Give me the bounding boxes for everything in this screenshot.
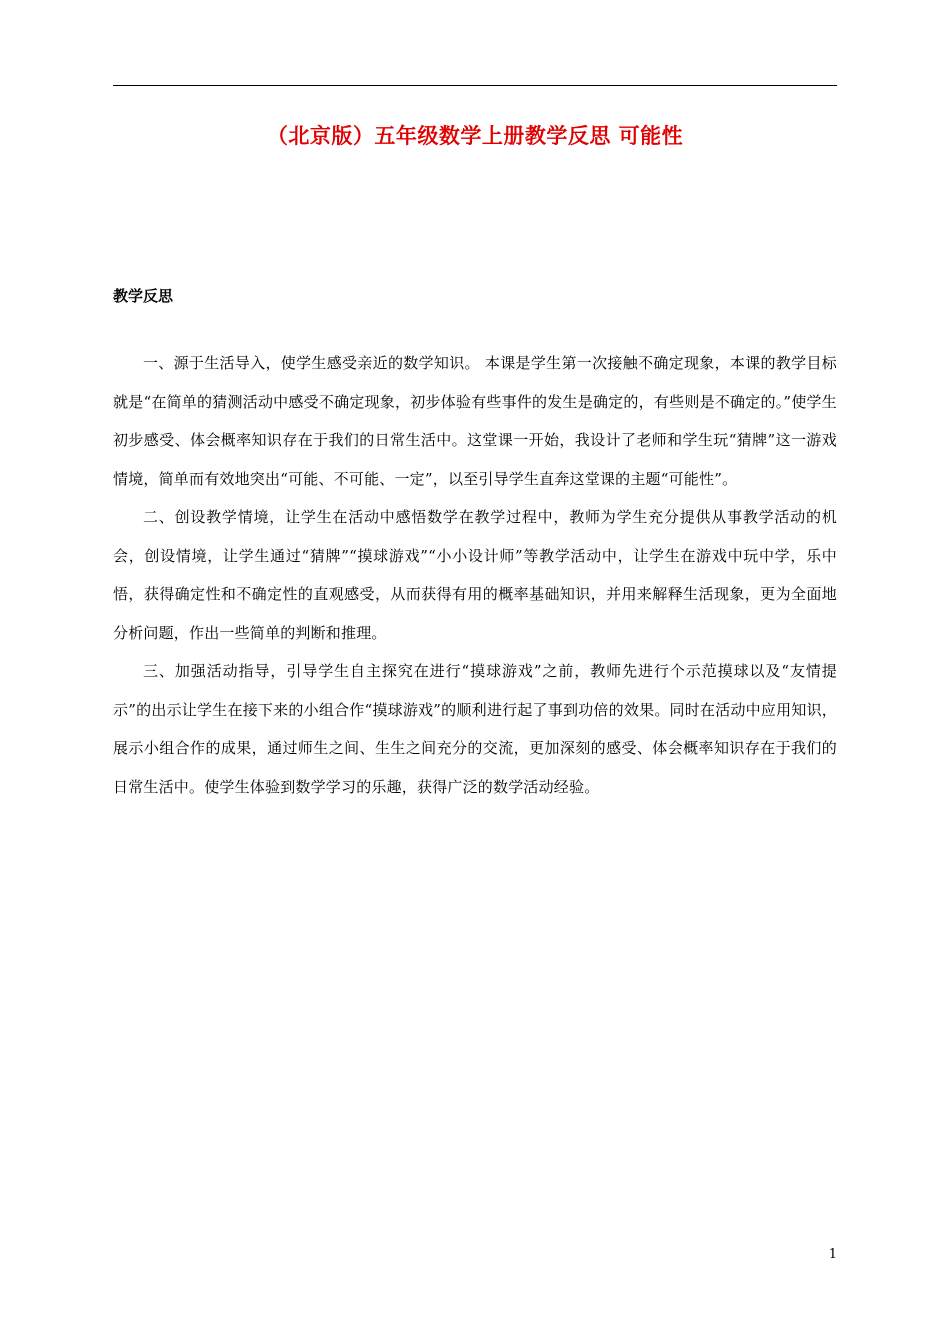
paragraph-3: 三、加强活动指导，引导学生自主探究在进行“摸球游戏”之前，教师先进行个示范摸球以及“友情提示”的出示让学生在接下来的小组合作“摸球游戏”的顺利进行起了事到功倍的效果。同时在活动中应用知识，展示小组合作的成果，通过师生之间、生生之间充分的交流，更加深刻的感受、体会概率知识存在于我们的日常生活中。使学生体验到数学学习的乐趣，获得广泛的数学活动经验。	[113, 662, 837, 796]
section-heading: 教学反思	[113, 287, 174, 305]
body-text	[113, 344, 837, 806]
paragraph-2: 二、创设教学情境，让学生在活动中感悟数学在教学过程中，教师为学生充分提供从事教学活动的机会，创设情境，让学生通过“猜牌”“摸球游戏”“小小设计师”等教学活动中，让学生在游戏中玩中学，乐中悟，获得确定性和不确定性的直观感受，从而获得有用的概率基础知识，并用来解释生活现象，更为全面地分析问题，作出一些简单的判断和推理。	[113, 508, 837, 642]
document-title: （北京版）五年级数学上册教学反思 可能性	[266, 123, 684, 148]
header-rule	[113, 85, 837, 86]
paragraph-1: 一、源于生活导入，使学生感受亲近的数学知识。 本课是学生第一次接触不确定现象，本课的教学目标就是“在简单的猜测活动中感受不确定现象，初步体验有些事件的发生是确定的，有些则是不确定的。”使学生初步感受、体会概率知识存在于我们的日常生活中。这堂课一开始，我设计了老师和学生玩“猜牌”这一游戏情境，简单而有效地突出“可能、不可能、一定”，以至引导学生直奔这堂课的主题“可能性”。	[113, 354, 837, 488]
page-number: 1	[828, 1247, 837, 1262]
